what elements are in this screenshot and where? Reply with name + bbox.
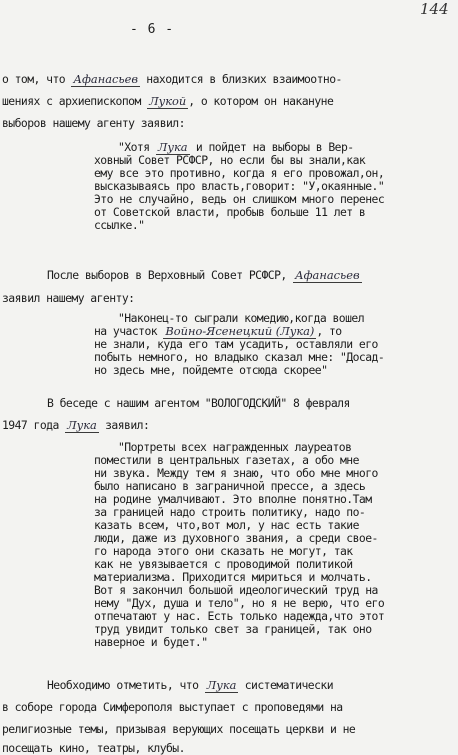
q3-line9: го народа этого они сказать не могут, так: [94, 544, 353, 558]
p4-line2: в соборе города Симферополя выступает с проповедями на: [2, 700, 343, 714]
q2-text: , то: [316, 324, 342, 338]
p3-line2: [2, 418, 149, 432]
p2-line1: [47, 268, 362, 282]
q2-line5: но здесь мне, пойдемте отсюда скорее": [94, 363, 328, 377]
q2-text: на участок: [94, 324, 164, 338]
p2-text: После выборов в Верховный Совет РСФСР,: [47, 268, 294, 282]
q3-line4: было написано в заграничной прессе, а здесь: [94, 479, 366, 493]
q1-line2: ховный Совет РСФСР, но если бы вы знали,как: [94, 153, 366, 167]
q3-line2: поместили в центральных газетах, а обо мне: [94, 453, 359, 467]
q1-line5: Это не случайно, ведь он слишком много перенес: [94, 192, 385, 206]
p1-line3: выборов нашему агенту заявил:: [2, 116, 185, 130]
p3-text: 1947 года: [2, 418, 66, 432]
handwritten-name: Афанасьев: [295, 268, 360, 282]
handwritten-name: Лука: [67, 418, 97, 432]
p1-line1: [2, 72, 342, 86]
handwritten-name: Лукой: [149, 94, 187, 108]
q3-line6: за границей надо строить политику, надо по-: [94, 505, 366, 519]
q1-line3: ему все это противно, когда я его провожал,он,: [94, 166, 385, 180]
p1-text: шениях с архиепископом: [2, 94, 148, 108]
q1-text: и пойдет на выборы в Вер-: [189, 140, 354, 154]
q1-line7: ссылке.": [94, 218, 145, 232]
handwritten-name: Лука: [157, 140, 188, 154]
p4-text: систематически: [238, 678, 334, 692]
q3-line5: на родине умалчивают. Это вполне понятно.Там: [94, 492, 372, 506]
q1-line4: высказываясь про власть,говорит: "У,окаянные.": [94, 179, 385, 193]
handwritten-name: Афанасьев: [73, 72, 138, 86]
handwritten-name: Лука: [206, 678, 237, 692]
q2-line3: не знали, куда его там усадить, оставляли его: [94, 337, 378, 351]
q3-line13: нему "Дух, душа и тело", но я не верю, что его: [94, 596, 385, 610]
p4-line3: религиозные темы, призывая верующих посещать церкви и не: [2, 722, 356, 736]
p4-line4: посещать кино, театры, клубы.: [2, 741, 185, 755]
q2-line2: [94, 324, 342, 338]
p4-text: Необходимо отметить, что: [47, 678, 205, 692]
q3-line1: "Портреты всех награжденных лауреатов: [118, 440, 352, 454]
p1-text: , о котором он накануне: [188, 94, 334, 108]
q3-line10: как не увязывается с проводимой политикой: [94, 557, 353, 571]
p1-line2: [2, 94, 333, 108]
q3-line16: наверное и будет.": [94, 635, 208, 649]
q1-line1: [118, 140, 354, 154]
p3-line1: В беседе с нашим агентом "ВОЛОГОДСКИЙ" 8 февраля: [47, 396, 350, 410]
handwritten-folio-number: 144: [420, 0, 449, 18]
q1-line6: от Советской власти, пробыв больше 11 лет в: [94, 205, 366, 219]
q3-line7: казать всем, что,вот мол, у нас есть такие: [94, 518, 359, 532]
p3-text: заявил:: [98, 418, 150, 432]
q3-line11: материализма. Приходится мириться и молчать.: [94, 570, 372, 584]
handwritten-name: Войно-Ясенецкий (Лука): [165, 324, 315, 338]
q3-line8: люди, даже из духовного звания, а среди свое-: [94, 531, 378, 545]
q3-line3: ни звука. Между тем я знаю, что обо мне много: [94, 466, 378, 480]
p4-line1: [47, 678, 333, 692]
q1-text: "Хотя: [118, 140, 156, 154]
q3-line14: отпечатают у нас. Есть только надежда,что этот: [94, 609, 385, 623]
p1-text: находится в близких взаимоотно-: [139, 72, 342, 86]
page-number: - 6 -: [130, 22, 175, 37]
p1-text: о том, что: [2, 72, 72, 86]
q2-line4: побыть немного, но владыко сказал мне: "Досад-: [94, 350, 385, 364]
p2-line2: заявил нашему агенту:: [2, 291, 135, 305]
q2-line1: "Наконец-то сыграли комедию,когда вошел: [118, 311, 365, 325]
q3-line12: Вот я закончил большой идеологический труд на: [94, 583, 378, 597]
q3-line15: труд увидит только свет за границей, так оно: [94, 622, 372, 636]
